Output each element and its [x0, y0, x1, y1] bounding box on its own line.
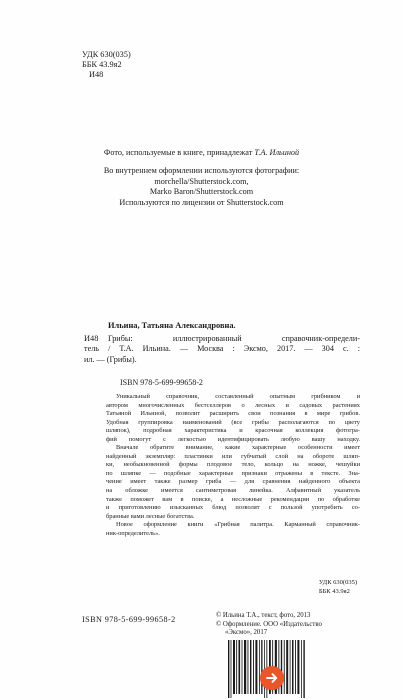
- copyright-publisher: «Эксмо», 2017: [225, 629, 268, 637]
- arrow-right-icon: [264, 670, 280, 686]
- annotation-line: ки, необыкновенной формы плодовое тело, кольцо на ножке, чешуйки: [106, 461, 360, 469]
- annotation-line: чение имеет также размер гриба — для сравнения найденного объекта: [106, 478, 360, 486]
- photo-credits-line-3: morchella/Shutterstock.com,: [154, 176, 249, 186]
- annotation-line: Удобная группировка наименований (все грибы располагаются по цвету: [106, 418, 360, 426]
- catalog-author-mark: И48: [84, 334, 99, 343]
- photo-owner-line: [0, 148, 403, 158]
- photo-credits-line-5: Используются по лицензии от Shutterstock.com: [119, 197, 284, 207]
- annotation-line: Татьяной Ильиной, позволит расширить свои познания в мире грибов.: [106, 410, 360, 418]
- annotation-line: бранные вами лесные богатства.: [106, 512, 195, 520]
- udk-code: УДК 630(035): [82, 50, 131, 59]
- catalog-isbn: ISBN 978-5-699-99658-2: [120, 378, 203, 387]
- copyright-text: © Ильина Т.А., текст, фото, 2013: [216, 612, 311, 619]
- annotation-line: Новое оформление книги «Грибная палитра. Карманный справочник-: [116, 521, 360, 529]
- catalog-entry-line: тель / Т.А. Ильина. — Москва : Эксмо, 2017. — 304 с. :: [84, 344, 360, 354]
- annotation-line: Вначале обратите внимание, какие характерные особенности имеет: [116, 444, 360, 452]
- next-page-button[interactable]: [260, 666, 284, 690]
- copyright-design: © Оформление. ООО «Издательство: [216, 620, 322, 628]
- biblio-block-bottom: [319, 578, 357, 596]
- udk-code-bottom: УДК 630(035): [318, 579, 357, 586]
- annotation-line: фий помогут с легкостью идентифицировать любую вашу находку.: [106, 435, 360, 443]
- catalog-entry-line: ил. — (Грибы).: [84, 354, 137, 364]
- catalog-author: Ильина, Татьяна Александровна.: [108, 321, 236, 330]
- annotation-line: по шляпке — подобные характерные признаки отражены в тексте. Зна-: [106, 469, 360, 477]
- copyright-block: [216, 612, 322, 638]
- annotation-line: шляпок), подробная характеристика и красочная коллекция фотогра-: [106, 427, 360, 435]
- photo-owner-name: Т.А. Ильиной: [254, 148, 300, 157]
- bbk-code: ББК 43.9я2: [82, 60, 122, 69]
- annotation: [106, 393, 360, 538]
- catalog-entry-line: Грибы: иллюстрированный справочник-определи-: [108, 334, 360, 343]
- isbn-bottom: ISBN 978-5-699-99658-2: [82, 615, 176, 624]
- annotation-line: найденный экземпляр: пластинки или губчатый слой на обороте шляп-: [106, 452, 360, 460]
- bbk-code-bottom: ББК 43.9я2: [318, 588, 350, 595]
- annotation-line: Уникальный справочник, составленный опытным грибником и: [116, 393, 360, 400]
- author-mark: И48: [89, 70, 104, 79]
- annotation-line: также поможет вам в поиске, а несложные рекомендации по обработке: [106, 495, 360, 503]
- photo-credits-line-2: Во внутреннем оформлении используются фотографии:: [103, 166, 300, 175]
- photo-credits-line-4: Marko Baron/Shutterstock.com: [149, 187, 254, 196]
- photo-owner-prefix: Фото, используемые в книге, принадлежат: [103, 148, 255, 157]
- annotation-line: автором многочисленных бестселлеров о лесных и садовых растениях: [106, 401, 360, 409]
- annotation-line: ник-определитель».: [106, 529, 160, 537]
- biblio-block-top: [82, 50, 131, 80]
- annotation-line: на обложке имеется сантиметровая линейка. Алфавитный указатель: [106, 487, 360, 495]
- annotation-line: и приготовлению изысканных блюд позволят с пользой употребить со-: [106, 504, 360, 512]
